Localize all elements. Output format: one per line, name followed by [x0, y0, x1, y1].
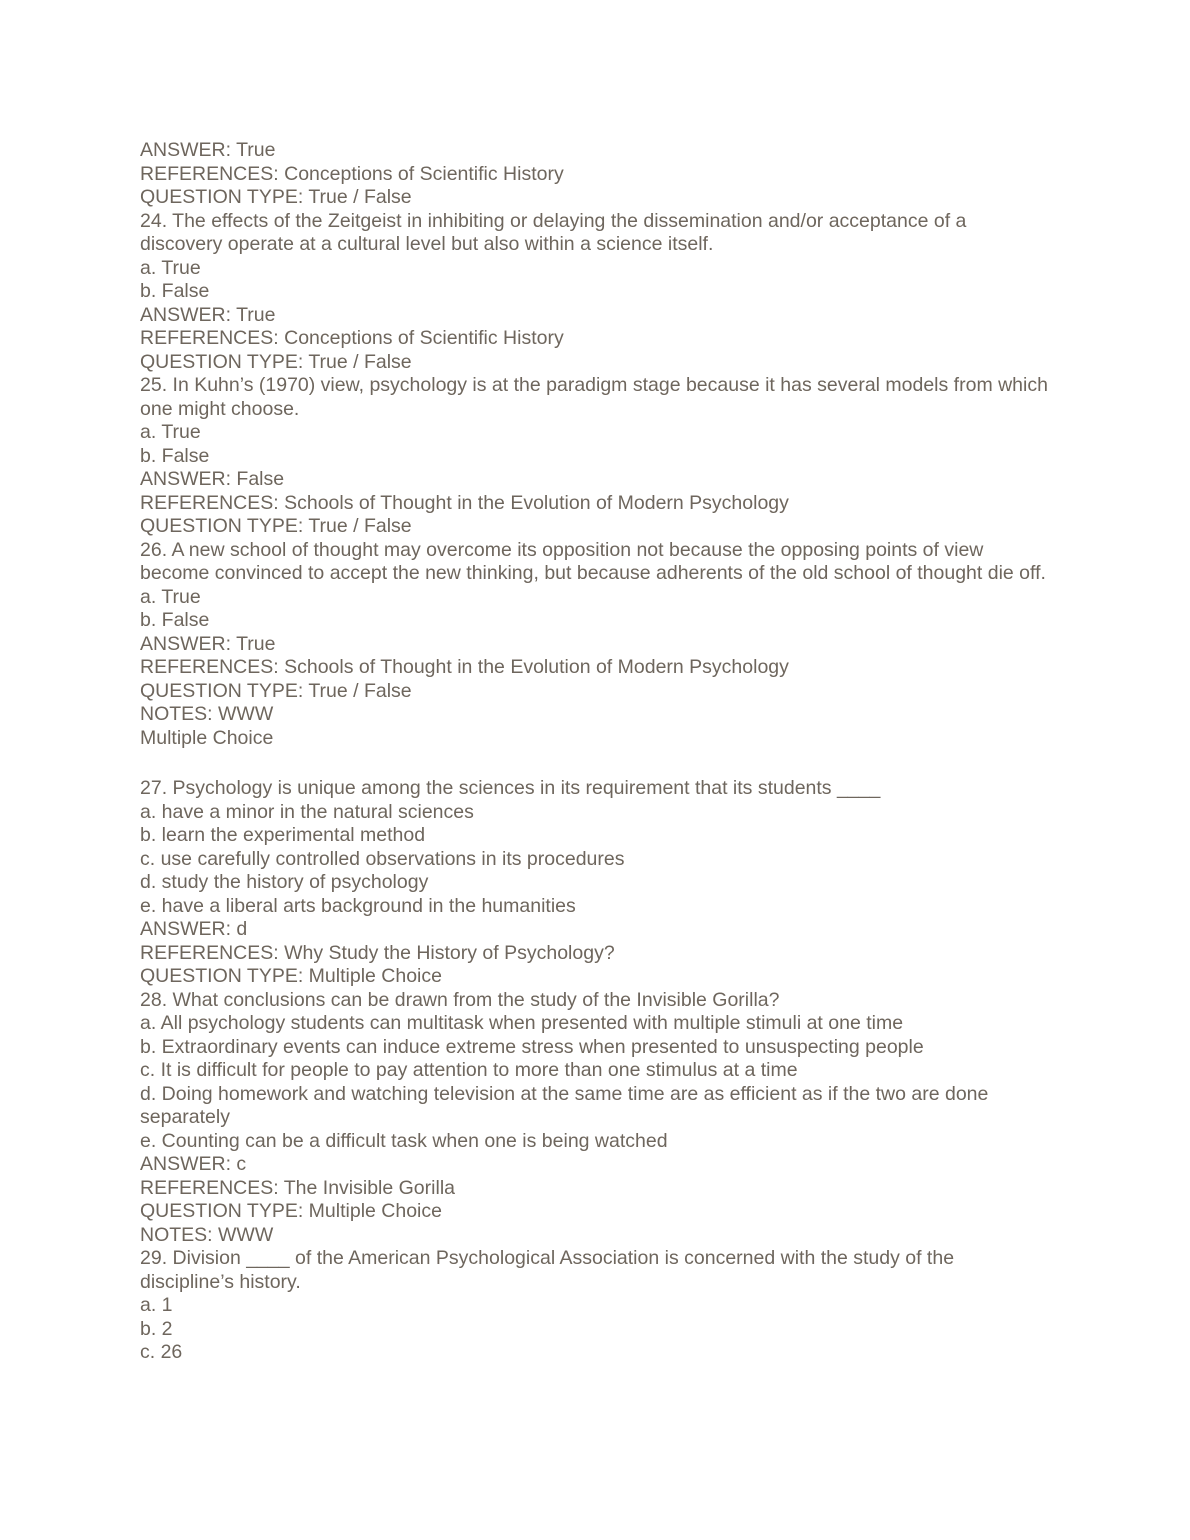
option-c: c. It is difficult for people to pay attention to more than one stimulus at a time [140, 1059, 798, 1081]
option-b: b. learn the experimental method [140, 824, 426, 846]
option-e: e. Counting can be a difficult task when one is being watched [140, 1129, 668, 1152]
references-line: REFERENCES: Conceptions of Scientific History [140, 327, 564, 349]
answer-line: ANSWER: d [140, 918, 248, 940]
option-a: a. True [140, 421, 201, 443]
option-a: a. have a minor in the natural sciences [140, 800, 474, 823]
question-24-text: 24. The effects of the Zeitgeist in inhibiting or delaying the dissemination and/or acceptance of a discovery operate at a cultural level but also within a science itself. [140, 209, 967, 255]
option-a: a. True [140, 256, 201, 279]
option-b: b. False [140, 280, 210, 302]
option-a: a. True [140, 585, 201, 608]
answer-line: ANSWER: True [140, 303, 276, 326]
option-d: d. study the history of psychology [140, 871, 429, 893]
option-c: c. use carefully controlled observations in its procedures [140, 847, 625, 870]
option-d: d. Doing homework and watching television at the same time are as efficient as if the two are done separately [140, 1082, 989, 1128]
answer-line: ANSWER: True [140, 632, 276, 655]
option-b: b. False [140, 444, 210, 467]
references-line: REFERENCES: Schools of Thought in the Evolution of Modern Psychology [140, 491, 789, 514]
question-26-text: 26. A new school of thought may overcome its opposition not because the opposing points of view become convinced to accept the new thinking, but because adherents of the old school of thought die off. [140, 538, 1046, 584]
answer-line: ANSWER: c [140, 1153, 247, 1175]
option-e: e. have a liberal arts background in the humanities [140, 894, 576, 917]
question-type-line: QUESTION TYPE: True / False [140, 515, 412, 537]
question-type-line: QUESTION TYPE: True / False [140, 186, 412, 208]
question-29-text: 29. Division ____ of the American Psychological Association is concerned with the study of the discipline’s history. [140, 1247, 955, 1293]
question-type-line: QUESTION TYPE: True / False [140, 679, 412, 702]
question-25-text: 25. In Kuhn’s (1970) view, psychology is at the paradigm stage because it has several models from which one might choose. [140, 374, 1048, 420]
option-a: a. All psychology students can multitask when presented with multiple stimuli at one time [140, 1012, 904, 1034]
references-line: REFERENCES: Schools of Thought in the Evolution of Modern Psychology [140, 656, 789, 678]
document-page [140, 139, 1050, 1365]
references-line: REFERENCES: The Invisible Gorilla [140, 1176, 455, 1199]
notes-line: NOTES: WWW [140, 1223, 274, 1246]
notes-line: NOTES: WWW [140, 703, 274, 725]
question-type-line: QUESTION TYPE: True / False [140, 350, 412, 373]
question-28-text: 28. What conclusions can be drawn from the study of the Invisible Gorilla? [140, 988, 780, 1011]
option-c: c. 26 [140, 1341, 183, 1363]
references-line: REFERENCES: Conceptions of Scientific History [140, 162, 564, 185]
question-27-text: 27. Psychology is unique among the sciences in its requirement that its students ____ [140, 777, 881, 799]
answer-line: ANSWER: True [140, 139, 276, 161]
option-b: b. 2 [140, 1317, 173, 1340]
answer-line: ANSWER: False [140, 468, 285, 490]
question-type-line: QUESTION TYPE: Multiple Choice [140, 1200, 442, 1222]
references-line: REFERENCES: Why Study the History of Psychology? [140, 941, 615, 964]
option-a: a. 1 [140, 1294, 173, 1316]
section-heading: Multiple Choice [140, 726, 274, 749]
option-b: b. Extraordinary events can induce extreme stress when presented to unsuspecting people [140, 1035, 924, 1058]
question-type-line: QUESTION TYPE: Multiple Choice [140, 965, 442, 987]
option-b: b. False [140, 609, 210, 631]
blank-line [140, 750, 1050, 777]
